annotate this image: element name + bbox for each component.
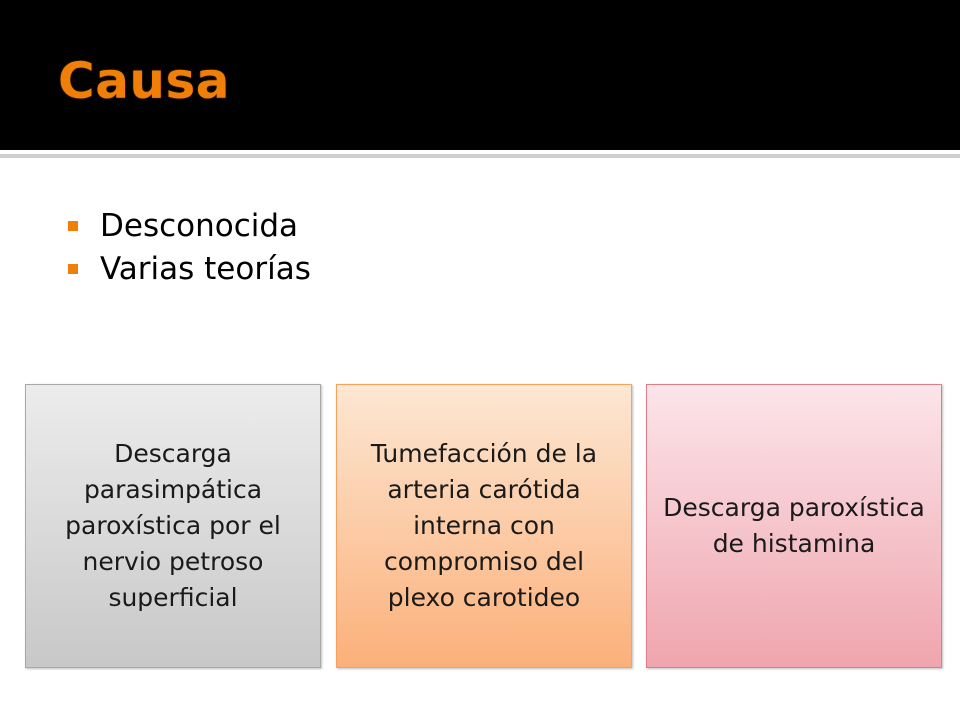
title-bar: [0, 0, 960, 150]
square-bullet-icon: [68, 221, 78, 231]
bullet-text: Varias teorías: [100, 250, 311, 287]
bullet-item: [68, 204, 311, 247]
bullet-text: Desconocida: [100, 207, 299, 244]
theory-text: Tumefacción de la arteria carótida interna con compromiso del plexo carotideo: [370, 439, 598, 612]
theory-box-histamine: [646, 384, 942, 668]
square-bullet-icon: [68, 264, 78, 274]
slide-content: [0, 158, 960, 720]
theory-text: Descarga parasimpática paroxística por el nervio petroso superficial: [65, 439, 281, 612]
theory-box-parasympathetic: [25, 384, 321, 668]
theory-text: Descarga paroxística de histamina: [663, 493, 925, 558]
theory-box-carotid: [336, 384, 632, 668]
bullet-item: [68, 247, 311, 290]
bullet-list: [68, 204, 311, 290]
slide-title: Causa: [58, 52, 231, 110]
